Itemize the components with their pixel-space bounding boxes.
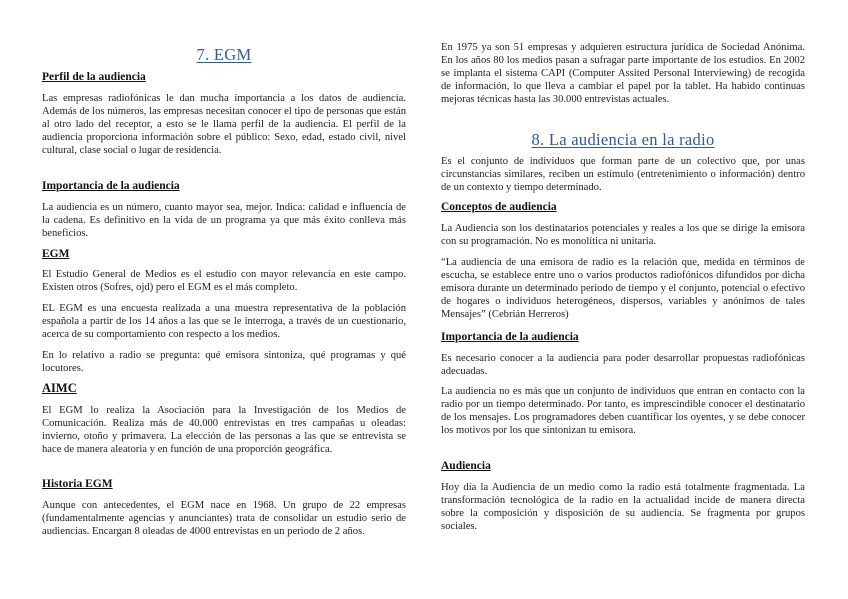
heading-conceptos-audiencia: Conceptos de audiencia [441,201,557,213]
paragraph-intro-audiencia: Es el conjunto de individuos que forman parte de un colectivo que, por unas circunstancias similares, reciben un estímulo (entretenimiento o información) dentro de un contexto y tiempo determinado. [441,156,805,193]
heading-aimc: AIMC [42,381,77,395]
heading-historia-egm: Historia EGM [42,478,113,490]
paragraph-egm-3: En lo relativo a radio se pregunta: qué emisora sintoniza, qué programas y qué locutores. [42,350,406,374]
paragraph-egm-2: EL EGM es una encuesta realizada a una muestra representativa de la población española a partir de los 14 años a las que se le interroga, a través de un cuestionario, acerca de su comportamiento con respecto a los medios. [42,303,406,340]
paragraph-importancia-radio-1: Es necesario conocer a la audiencia para poder desarrollar propuestas radiofónicas adecuadas. [441,353,805,377]
heading-importancia-audiencia-radio: Importancia de la audiencia [441,331,579,343]
paragraph-perfil: Las empresas radiofónicas le dan mucha importancia a los datos de audiencia. Además de los números, las empresas necesitan conocer el tipo de personas que están al otro lado del receptor, a esto se le llama perfil de la audiencia. El perfil de la audiencia proporciona información sobre el público: Sexo, edad, estado civil, nivel cultural, clase social o lugar de residencia. [42,93,406,156]
paragraph-conceptos-quote: “La audiencia de una emisora de radio es la relación que, medida en términos de escucha, se establece entre uno o varios productos radiofónicos difundidos por dicha emisora durante un determinado periodo de tiempo y el conjunto, potencial o efectivo de hogares o individuos heterogéneos, dispersos, variables y anónimos de tales Mensajes” (Cebrián Herreros) [441,257,805,320]
paragraph-egm-1: El Estudio General de Medios es el estudio con mayor relevancia en este campo. Existen otros (Sofres, ojd) pero el EGM es el más completo. [42,269,406,293]
paragraph-conceptos-1: La Audiencia son los destinatarios potenciales y reales a los que se dirige la emisora con su programación. No es monolítica ni unitaria. [441,223,805,247]
paragraph-audiencia: Hoy día la Audiencia de un medio como la radio está totalmente fragmentada. La transformación tecnológica de la radio en la actualidad incide de manera directa sobre la composición y disposición de su audiencia. Se fragmenta por grupos sociales. [441,482,805,532]
heading-egm: EGM [42,248,70,260]
heading-importancia-audiencia: Importancia de la audiencia [42,180,180,192]
section-title-egm: 7. EGM [196,45,252,64]
heading-perfil-audiencia: Perfil de la audiencia [42,71,146,83]
section-title-audiencia-radio: 8. La audiencia en la radio [531,130,715,149]
paragraph-importancia: La audiencia es un número, cuanto mayor sea, mejor. Indica: calidad e influencia de la cadena. Es definitivo en la vida de un programa ya que más éxito conlleva más beneficios. [42,202,406,239]
paragraph-aimc: El EGM lo realiza la Asociación para la Investigación de los Medios de Comunicación. Realiza más de 40.000 entrevistas en tres campañas u oleadas: invierno, otoño y primavera. La elección de las personas a las que se entrevista se hace de manera aleatoria y en función de una proporción geográfica. [42,405,406,455]
heading-audiencia: Audiencia [441,460,491,472]
paragraph-historia-continued: En 1975 ya son 51 empresas y adquieren estructura jurídica de Sociedad Anónima. En los años 80 los medios pasan a sufragar parte importante de los estudios. En 2002 se implanta el sistema CAPI (Computer Assited Personal Interviewing) de recogida de información, lo que lleva a cambiar el papel por la tablet. Ha habido continuas mejoras técnicas hasta las 30.000 entrevistas actuales. [441,42,805,105]
paragraph-historia: Aunque con antecedentes, el EGM nace en 1968. Un grupo de 22 empresas (fundamentalmente agencias y anunciantes) trata de consolidar un estudio serio de audiencias. Encargan 8 oleadas de 4000 entrevistas en un periodo de 2 años. [42,500,406,537]
paragraph-importancia-radio-2: La audiencia no es más que un conjunto de individuos que entran en contacto con la radio por un tiempo determinado. Por tanto, es imprescindible conocer el destinatario de los mensajes. Los programadores deben cuantificar los oyentes, y se debe conocer los motivos por los que sintonizan tu emisora. [441,386,805,436]
